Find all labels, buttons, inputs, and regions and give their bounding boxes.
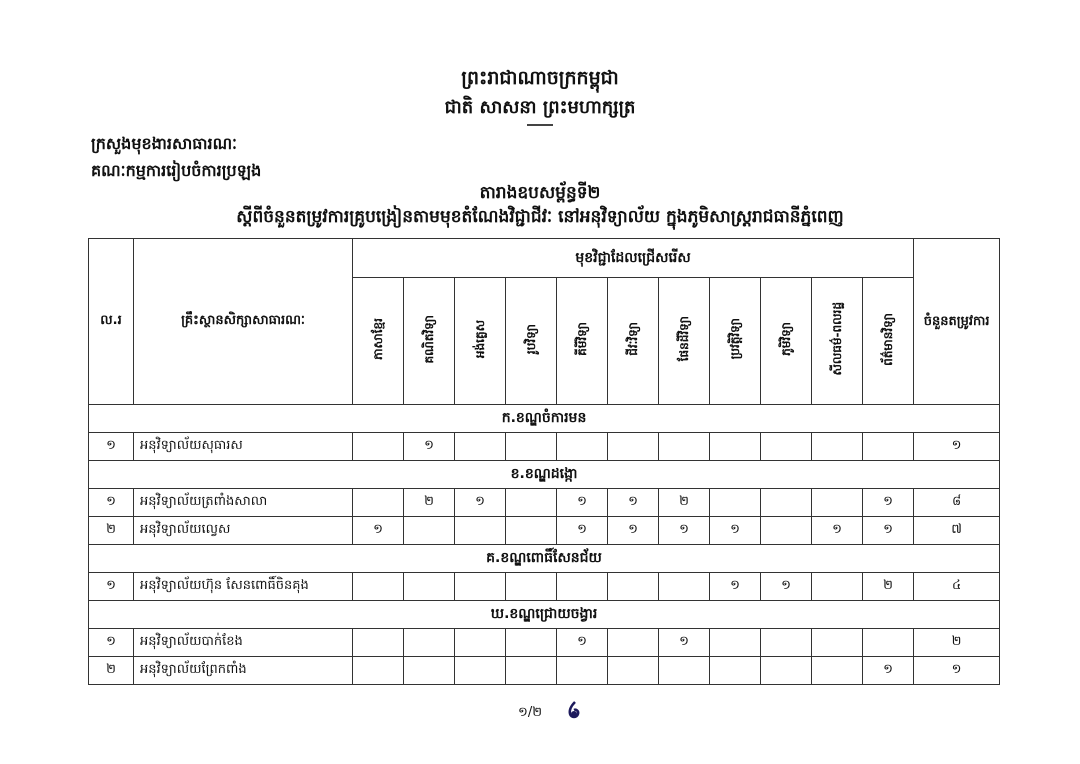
subject-count-cell — [608, 629, 659, 657]
subject-count-cell — [710, 433, 761, 461]
subject-count-cell: ១ — [455, 489, 506, 517]
subject-count-cell — [761, 517, 812, 545]
subject-label: ព័ត៌មានវិទ្យា — [881, 312, 896, 366]
subject-count-cell — [455, 629, 506, 657]
institution-name: អនុវិទ្យាល័យត្រពាំងសាលា — [134, 489, 353, 517]
subject-count-cell: ១ — [608, 517, 659, 545]
district-name: ឃ.ខណ្ឌជ្រោយចង្វារ — [89, 601, 1000, 629]
district-group-row — [89, 405, 1000, 433]
subject-count-cell: ១ — [761, 573, 812, 601]
subject-count-cell — [659, 573, 710, 601]
header-subject — [659, 278, 710, 405]
header-institution: គ្រឹះស្ថានសិក្សាសាធារណៈ — [134, 239, 353, 405]
subject-count-cell — [812, 489, 863, 517]
header-no: ល.រ — [89, 239, 134, 405]
subject-count-cell — [659, 433, 710, 461]
subject-count-cell — [608, 433, 659, 461]
subject-count-cell: ២ — [659, 489, 710, 517]
subject-count-cell — [557, 573, 608, 601]
table-row — [89, 489, 1000, 517]
header-subject — [812, 278, 863, 405]
subject-count-cell — [659, 657, 710, 685]
header-subject — [710, 278, 761, 405]
subject-label: ផែនដីវិទ្យា — [677, 316, 691, 362]
subject-label: ប្រវត្តិវិទ្យា — [728, 318, 742, 360]
subject-count-cell — [710, 489, 761, 517]
header-subject — [761, 278, 812, 405]
subject-count-cell — [353, 573, 404, 601]
subject-count-cell — [455, 657, 506, 685]
subject-count-cell: ២ — [863, 573, 914, 601]
motto-heading: ជាតិ សាសនា ព្រះមហាក្សត្រ — [444, 97, 636, 118]
subject-label: ជីវៈវិទ្យា — [626, 322, 640, 356]
subject-count-cell — [710, 629, 761, 657]
header-subject — [506, 278, 557, 405]
district-group-row — [89, 545, 1000, 573]
header-subject — [455, 278, 506, 405]
ministry-name: ក្រសួងមុខងារសាធារណៈ — [91, 134, 237, 153]
subject-count-cell — [812, 573, 863, 601]
header-subject — [353, 278, 404, 405]
subject-count-cell — [608, 657, 659, 685]
subject-count-cell: ១ — [557, 489, 608, 517]
subject-count-cell — [455, 517, 506, 545]
total-cell: ៧ — [914, 517, 1000, 545]
header-subject — [863, 278, 914, 405]
table-row — [89, 657, 1000, 685]
subject-count-cell — [404, 573, 455, 601]
subject-label: គណិតវិទ្យា — [422, 314, 436, 364]
subject-count-cell — [506, 629, 557, 657]
subject-count-cell — [710, 657, 761, 685]
district-name: ក.ខណ្ឌចំការមន — [89, 405, 1000, 433]
subject-count-cell: ១ — [659, 517, 710, 545]
total-cell: ៤ — [914, 573, 1000, 601]
subject-count-cell — [404, 517, 455, 545]
header-total — [914, 239, 1000, 405]
subject-count-cell — [353, 433, 404, 461]
header-subjects: មុខវិជ្ជាដែលជ្រើសរើស — [353, 239, 914, 278]
subject-count-cell: ១ — [557, 629, 608, 657]
total-cell: ៨ — [914, 489, 1000, 517]
total-cell: ១ — [914, 433, 1000, 461]
row-number: ១ — [89, 573, 134, 601]
subject-label: ភូមិវិទ្យា — [779, 322, 793, 356]
total-cell: ១ — [914, 657, 1000, 685]
subject-label: គីមីវិទ្យា — [575, 322, 589, 356]
subject-count-cell — [557, 657, 608, 685]
committee-name: គណៈកម្មការរៀបចំការប្រឡង — [91, 161, 262, 180]
subject-count-cell — [761, 489, 812, 517]
requirements-table — [88, 238, 1000, 685]
subject-count-cell — [761, 629, 812, 657]
subject-count-cell — [353, 629, 404, 657]
subject-count-cell — [557, 433, 608, 461]
subject-label: សីលធម៌-ពលរដ្ឋ — [830, 302, 844, 376]
subject-label: អង់គ្លេស — [473, 319, 487, 359]
institution-name: អនុវិទ្យាល័យសុធារស — [134, 433, 353, 461]
title-divider — [527, 124, 553, 126]
subject-count-cell — [863, 629, 914, 657]
subject-count-cell: ១ — [557, 517, 608, 545]
header-subject — [404, 278, 455, 405]
kingdom-heading: ព្រះរាជាណាចក្រកម្ពុជា — [461, 67, 619, 89]
row-number: ១ — [89, 433, 134, 461]
subject-count-cell: ២ — [404, 489, 455, 517]
subject-count-cell — [353, 489, 404, 517]
subject-count-cell — [506, 573, 557, 601]
institution-name: អនុវិទ្យាល័យបាក់ខែង — [134, 629, 353, 657]
subject-count-cell — [506, 657, 557, 685]
header-subject — [608, 278, 659, 405]
subject-label: ភាសាខ្មែរ — [371, 318, 385, 360]
total-cell: ២ — [914, 629, 1000, 657]
row-number: ១ — [89, 629, 134, 657]
subject-count-cell — [455, 433, 506, 461]
subject-count-cell — [506, 433, 557, 461]
annex-title: តារាងឧបសម្ព័ន្ធទី២ — [479, 183, 601, 203]
document-subtitle: ស្តីពីចំនួនតម្រូវការគ្រូបង្រៀនតាមមុខតំណែងវិជ្ជាជីវៈ នៅអនុវិទ្យាល័យ ក្នុងភូមិសាស្ត្ររាជធានីភ្នំពេញ — [236, 207, 844, 227]
subject-count-cell: ១ — [863, 489, 914, 517]
subject-count-cell — [353, 657, 404, 685]
subject-count-cell — [404, 629, 455, 657]
subject-count-cell: ១ — [812, 517, 863, 545]
subject-count-cell — [455, 573, 506, 601]
subject-count-cell: ១ — [608, 489, 659, 517]
header-total-label: ចំនួនតម្រូវការ — [923, 313, 990, 329]
subject-count-cell: ១ — [710, 517, 761, 545]
row-number: ២ — [89, 657, 134, 685]
subject-count-cell — [761, 433, 812, 461]
subject-count-cell: ១ — [659, 629, 710, 657]
row-number: ១ — [89, 489, 134, 517]
subject-count-cell: ១ — [353, 517, 404, 545]
subject-count-cell — [404, 657, 455, 685]
subject-count-cell: ១ — [863, 517, 914, 545]
institution-name: អនុវិទ្យាល័យល្វេស — [134, 517, 353, 545]
district-group-row — [89, 601, 1000, 629]
subject-count-cell: ១ — [710, 573, 761, 601]
subject-label: រូបវិទ្យា — [524, 323, 538, 355]
table-row — [89, 573, 1000, 601]
district-group-row — [89, 461, 1000, 489]
subject-count-cell — [608, 573, 659, 601]
subject-count-cell — [506, 489, 557, 517]
subject-count-cell — [812, 629, 863, 657]
subject-count-cell — [761, 657, 812, 685]
signature-initial-mark — [566, 701, 582, 721]
table-row — [89, 517, 1000, 545]
institution-name: អនុវិទ្យាល័យព្រែកពាំង — [134, 657, 353, 685]
subject-count-cell — [812, 657, 863, 685]
district-name: ខ.ខណ្ឌដង្កោ — [89, 461, 1000, 489]
row-number: ២ — [89, 517, 134, 545]
header-subject — [557, 278, 608, 405]
district-name: គ.ខណ្ឌពោធិ៍សែនជ័យ — [89, 545, 1000, 573]
subject-count-cell — [812, 433, 863, 461]
institution-name: អនុវិទ្យាល័យហ៊ុន សែនពោធិ៍ចិនគុង — [134, 573, 353, 601]
table-row — [89, 433, 1000, 461]
subject-count-cell: ១ — [404, 433, 455, 461]
page-number: ១/២ — [518, 705, 543, 720]
subject-count-cell — [863, 433, 914, 461]
table-row — [89, 629, 1000, 657]
subject-count-cell: ១ — [863, 657, 914, 685]
subject-count-cell — [506, 517, 557, 545]
